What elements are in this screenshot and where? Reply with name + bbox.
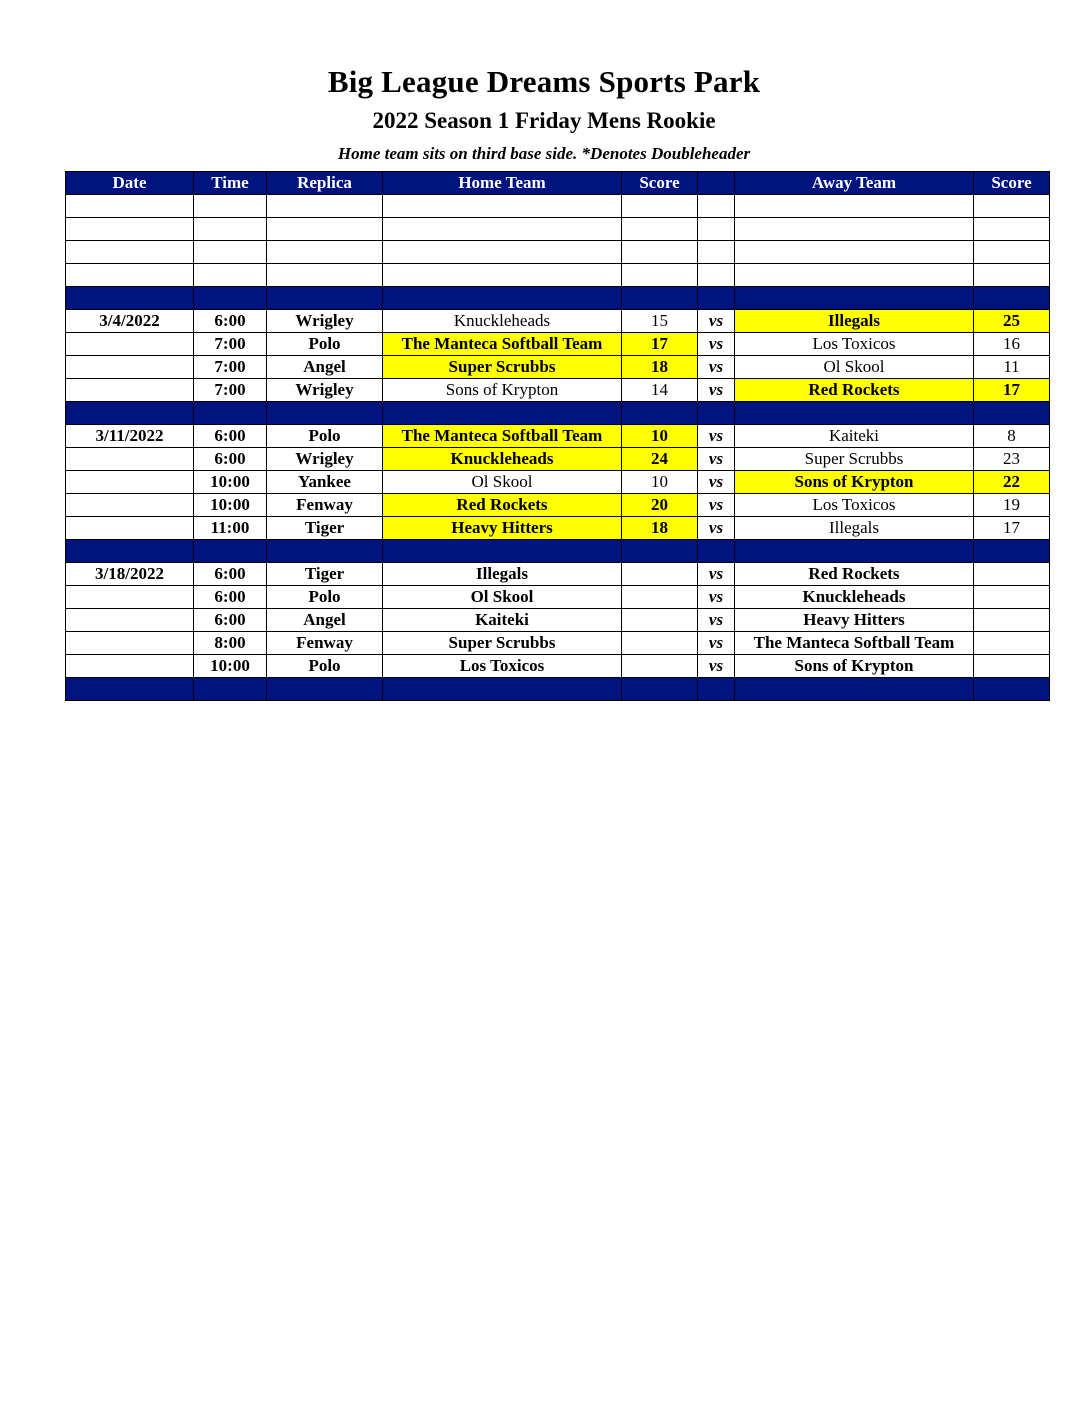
empty-cell bbox=[66, 218, 194, 241]
vs-cell: vs bbox=[698, 356, 735, 379]
vs-cell: vs bbox=[698, 563, 735, 586]
empty-cell bbox=[66, 540, 194, 563]
home-team-cell: Super Scrubbs bbox=[383, 632, 622, 655]
col-away-team: Away Team bbox=[735, 172, 974, 195]
empty-cell bbox=[66, 678, 194, 701]
empty-cell bbox=[622, 402, 698, 425]
empty-cell bbox=[735, 540, 974, 563]
empty-cell bbox=[194, 287, 267, 310]
empty-cell bbox=[194, 540, 267, 563]
page-title: Big League Dreams Sports Park bbox=[327, 64, 761, 99]
time-cell: 7:00 bbox=[194, 356, 267, 379]
empty-cell bbox=[267, 678, 383, 701]
away-team-cell: Super Scrubbs bbox=[735, 448, 974, 471]
game-row bbox=[66, 471, 1050, 494]
game-row bbox=[66, 655, 1050, 678]
away-score-cell bbox=[974, 609, 1050, 632]
home-score-cell bbox=[622, 563, 698, 586]
empty-cell bbox=[267, 540, 383, 563]
replica-cell: Angel bbox=[267, 609, 383, 632]
time-cell: 7:00 bbox=[194, 379, 267, 402]
empty-cell bbox=[267, 241, 383, 264]
empty-cell bbox=[622, 241, 698, 264]
empty-cell bbox=[267, 264, 383, 287]
home-team-cell: Super Scrubbs bbox=[383, 356, 622, 379]
blank-row bbox=[66, 218, 1050, 241]
away-score-cell: 23 bbox=[974, 448, 1050, 471]
vs-cell: vs bbox=[698, 333, 735, 356]
empty-cell bbox=[622, 264, 698, 287]
replica-cell: Fenway bbox=[267, 632, 383, 655]
away-team-cell: Sons of Krypton bbox=[735, 655, 974, 678]
home-score-cell bbox=[622, 586, 698, 609]
away-team-cell: Red Rockets bbox=[735, 563, 974, 586]
home-score-cell bbox=[622, 632, 698, 655]
game-row bbox=[66, 425, 1050, 448]
time-cell: 11:00 bbox=[194, 517, 267, 540]
game-row bbox=[66, 586, 1050, 609]
col-away-score: Score bbox=[974, 172, 1050, 195]
game-row bbox=[66, 563, 1050, 586]
replica-cell: Wrigley bbox=[267, 448, 383, 471]
game-row bbox=[66, 448, 1050, 471]
date-cell bbox=[66, 333, 194, 356]
time-cell: 7:00 bbox=[194, 333, 267, 356]
empty-cell bbox=[383, 402, 622, 425]
empty-cell bbox=[622, 218, 698, 241]
replica-cell: Yankee bbox=[267, 471, 383, 494]
game-row bbox=[66, 609, 1050, 632]
vs-cell: vs bbox=[698, 632, 735, 655]
schedule-note: Home team sits on third base side. *Denotes Doubleheader bbox=[337, 144, 751, 163]
time-cell: 6:00 bbox=[194, 310, 267, 333]
col-time: Time bbox=[194, 172, 267, 195]
away-score-cell: 17 bbox=[974, 379, 1050, 402]
home-score-cell: 10 bbox=[622, 425, 698, 448]
time-cell: 6:00 bbox=[194, 425, 267, 448]
empty-cell bbox=[383, 678, 622, 701]
date-cell bbox=[66, 471, 194, 494]
vs-cell: vs bbox=[698, 655, 735, 678]
empty-cell bbox=[66, 264, 194, 287]
time-cell: 6:00 bbox=[194, 609, 267, 632]
away-score-cell bbox=[974, 586, 1050, 609]
replica-cell: Fenway bbox=[267, 494, 383, 517]
empty-cell bbox=[383, 218, 622, 241]
empty-cell bbox=[383, 287, 622, 310]
date-cell: 3/11/2022 bbox=[66, 425, 194, 448]
away-score-cell: 16 bbox=[974, 333, 1050, 356]
home-team-cell: Knuckleheads bbox=[383, 310, 622, 333]
away-score-cell: 8 bbox=[974, 425, 1050, 448]
empty-cell bbox=[698, 218, 735, 241]
empty-cell bbox=[194, 402, 267, 425]
away-score-cell bbox=[974, 632, 1050, 655]
empty-cell bbox=[698, 678, 735, 701]
date-cell bbox=[66, 379, 194, 402]
empty-cell bbox=[267, 195, 383, 218]
home-team-cell: Ol Skool bbox=[383, 586, 622, 609]
home-team-cell: Los Toxicos bbox=[383, 655, 622, 678]
separator-row bbox=[66, 402, 1050, 425]
date-cell bbox=[66, 586, 194, 609]
col-date: Date bbox=[66, 172, 194, 195]
game-row bbox=[66, 333, 1050, 356]
away-team-cell: Kaiteki bbox=[735, 425, 974, 448]
home-score-cell: 15 bbox=[622, 310, 698, 333]
empty-cell bbox=[383, 195, 622, 218]
date-cell: 3/18/2022 bbox=[66, 563, 194, 586]
vs-cell: vs bbox=[698, 471, 735, 494]
empty-cell bbox=[698, 195, 735, 218]
blank-row bbox=[66, 241, 1050, 264]
empty-cell bbox=[194, 264, 267, 287]
blank-row bbox=[66, 264, 1050, 287]
home-score-cell: 18 bbox=[622, 517, 698, 540]
away-team-cell: Knuckleheads bbox=[735, 586, 974, 609]
home-team-cell: The Manteca Softball Team bbox=[383, 425, 622, 448]
empty-cell bbox=[66, 402, 194, 425]
empty-cell bbox=[622, 540, 698, 563]
away-score-cell: 17 bbox=[974, 517, 1050, 540]
date-cell bbox=[66, 517, 194, 540]
home-score-cell bbox=[622, 655, 698, 678]
home-team-cell: Kaiteki bbox=[383, 609, 622, 632]
empty-cell bbox=[735, 402, 974, 425]
away-score-cell: 19 bbox=[974, 494, 1050, 517]
empty-cell bbox=[698, 264, 735, 287]
replica-cell: Polo bbox=[267, 333, 383, 356]
empty-cell bbox=[735, 264, 974, 287]
time-cell: 10:00 bbox=[194, 471, 267, 494]
game-row bbox=[66, 356, 1050, 379]
home-team-cell: Ol Skool bbox=[383, 471, 622, 494]
empty-cell bbox=[698, 287, 735, 310]
away-score-cell bbox=[974, 563, 1050, 586]
vs-cell: vs bbox=[698, 379, 735, 402]
home-team-cell: Red Rockets bbox=[383, 494, 622, 517]
vs-cell: vs bbox=[698, 448, 735, 471]
empty-cell bbox=[622, 678, 698, 701]
replica-cell: Polo bbox=[267, 586, 383, 609]
empty-cell bbox=[974, 402, 1050, 425]
away-team-cell: Illegals bbox=[735, 310, 974, 333]
away-score-cell: 22 bbox=[974, 471, 1050, 494]
empty-cell bbox=[974, 195, 1050, 218]
away-team-cell: Los Toxicos bbox=[735, 494, 974, 517]
separator-row bbox=[66, 287, 1050, 310]
replica-cell: Wrigley bbox=[267, 379, 383, 402]
away-team-cell: Sons of Krypton bbox=[735, 471, 974, 494]
empty-cell bbox=[974, 241, 1050, 264]
away-score-cell bbox=[974, 655, 1050, 678]
time-cell: 8:00 bbox=[194, 632, 267, 655]
away-team-cell: The Manteca Softball Team bbox=[735, 632, 974, 655]
date-cell: 3/4/2022 bbox=[66, 310, 194, 333]
empty-cell bbox=[974, 218, 1050, 241]
home-score-cell bbox=[622, 609, 698, 632]
vs-cell: vs bbox=[698, 517, 735, 540]
empty-cell bbox=[194, 218, 267, 241]
separator-row bbox=[66, 540, 1050, 563]
date-cell bbox=[66, 494, 194, 517]
vs-cell: vs bbox=[698, 494, 735, 517]
away-team-cell: Red Rockets bbox=[735, 379, 974, 402]
replica-cell: Polo bbox=[267, 425, 383, 448]
empty-cell bbox=[974, 678, 1050, 701]
vs-cell: vs bbox=[698, 425, 735, 448]
home-score-cell: 10 bbox=[622, 471, 698, 494]
home-score-cell: 20 bbox=[622, 494, 698, 517]
empty-cell bbox=[974, 264, 1050, 287]
game-row bbox=[66, 310, 1050, 333]
col-home-score: Score bbox=[622, 172, 698, 195]
home-team-cell: Heavy Hitters bbox=[383, 517, 622, 540]
season-subtitle: 2022 Season 1 Friday Mens Rookie bbox=[372, 108, 716, 133]
home-team-cell: The Manteca Softball Team bbox=[383, 333, 622, 356]
vs-cell: vs bbox=[698, 609, 735, 632]
away-team-cell: Illegals bbox=[735, 517, 974, 540]
game-row bbox=[66, 379, 1050, 402]
home-team-cell: Knuckleheads bbox=[383, 448, 622, 471]
replica-cell: Tiger bbox=[267, 563, 383, 586]
empty-cell bbox=[698, 241, 735, 264]
col-home-team: Home Team bbox=[383, 172, 622, 195]
game-row bbox=[66, 632, 1050, 655]
empty-cell bbox=[698, 402, 735, 425]
date-cell bbox=[66, 609, 194, 632]
empty-cell bbox=[194, 678, 267, 701]
separator-row bbox=[66, 678, 1050, 701]
date-cell bbox=[66, 356, 194, 379]
date-cell bbox=[66, 655, 194, 678]
away-score-cell: 25 bbox=[974, 310, 1050, 333]
empty-cell bbox=[267, 402, 383, 425]
home-score-cell: 24 bbox=[622, 448, 698, 471]
game-row bbox=[66, 494, 1050, 517]
empty-cell bbox=[66, 195, 194, 218]
empty-cell bbox=[383, 241, 622, 264]
away-team-cell: Los Toxicos bbox=[735, 333, 974, 356]
date-cell bbox=[66, 632, 194, 655]
empty-cell bbox=[194, 241, 267, 264]
time-cell: 10:00 bbox=[194, 655, 267, 678]
empty-cell bbox=[622, 195, 698, 218]
away-score-cell: 11 bbox=[974, 356, 1050, 379]
empty-cell bbox=[66, 287, 194, 310]
schedule-table bbox=[65, 171, 1050, 701]
home-score-cell: 17 bbox=[622, 333, 698, 356]
empty-cell bbox=[383, 540, 622, 563]
away-team-cell: Ol Skool bbox=[735, 356, 974, 379]
time-cell: 6:00 bbox=[194, 586, 267, 609]
date-cell bbox=[66, 448, 194, 471]
home-team-cell: Illegals bbox=[383, 563, 622, 586]
empty-cell bbox=[735, 218, 974, 241]
empty-cell bbox=[735, 241, 974, 264]
game-row bbox=[66, 517, 1050, 540]
empty-cell bbox=[383, 264, 622, 287]
replica-cell: Polo bbox=[267, 655, 383, 678]
col-vs bbox=[698, 172, 735, 195]
replica-cell: Angel bbox=[267, 356, 383, 379]
away-team-cell: Heavy Hitters bbox=[735, 609, 974, 632]
header-row bbox=[66, 172, 1050, 195]
replica-cell: Wrigley bbox=[267, 310, 383, 333]
empty-cell bbox=[194, 195, 267, 218]
time-cell: 10:00 bbox=[194, 494, 267, 517]
time-cell: 6:00 bbox=[194, 563, 267, 586]
col-replica: Replica bbox=[267, 172, 383, 195]
empty-cell bbox=[622, 287, 698, 310]
vs-cell: vs bbox=[698, 586, 735, 609]
empty-cell bbox=[267, 287, 383, 310]
home-score-cell: 18 bbox=[622, 356, 698, 379]
empty-cell bbox=[974, 540, 1050, 563]
replica-cell: Tiger bbox=[267, 517, 383, 540]
empty-cell bbox=[735, 678, 974, 701]
vs-cell: vs bbox=[698, 310, 735, 333]
empty-cell bbox=[698, 540, 735, 563]
empty-cell bbox=[66, 241, 194, 264]
time-cell: 6:00 bbox=[194, 448, 267, 471]
blank-row bbox=[66, 195, 1050, 218]
empty-cell bbox=[267, 218, 383, 241]
schedule-body bbox=[66, 195, 1050, 701]
empty-cell bbox=[735, 195, 974, 218]
home-team-cell: Sons of Krypton bbox=[383, 379, 622, 402]
home-score-cell: 14 bbox=[622, 379, 698, 402]
empty-cell bbox=[735, 287, 974, 310]
empty-cell bbox=[974, 287, 1050, 310]
